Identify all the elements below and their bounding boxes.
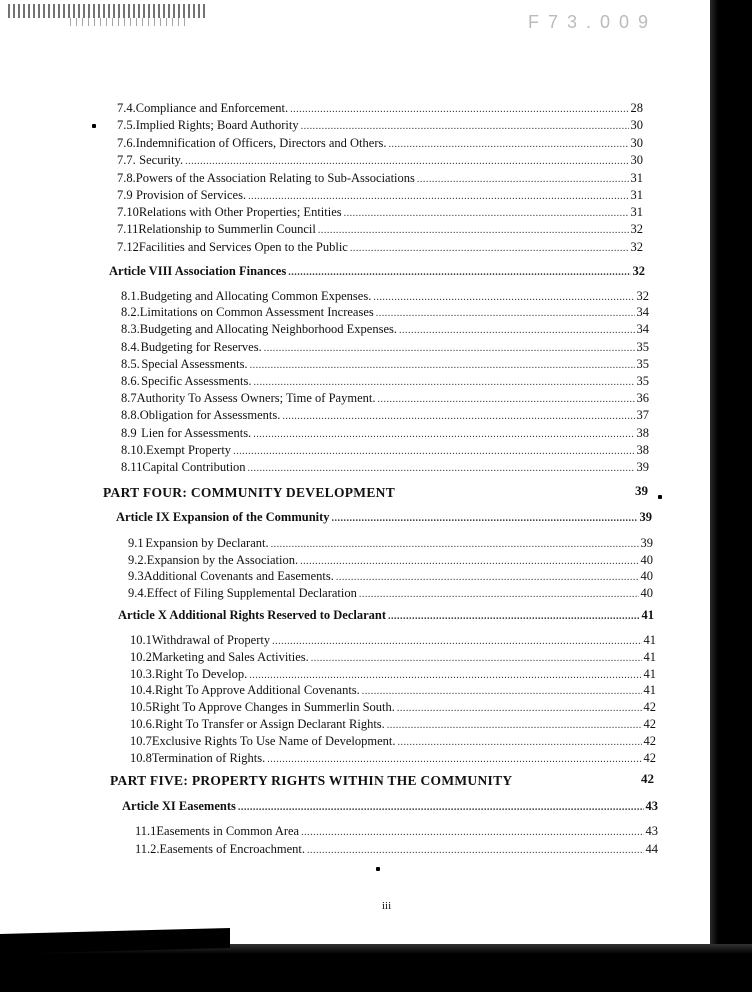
toc-entry (130, 700, 656, 716)
entry-title: Capital Contribution (142, 460, 246, 474)
entry-number: 8.10. (121, 443, 146, 457)
entry-page: 30 (630, 153, 643, 167)
entry-number: 8.3. (121, 322, 140, 336)
dot-leader (399, 323, 634, 338)
entry-title: Article X Additional Rights Reserved to Declarant (118, 608, 387, 622)
toc-entry (128, 536, 653, 552)
dot-leader (253, 427, 634, 442)
entry-title: Expansion by Declarant. (145, 536, 269, 550)
entry-page: 40 (640, 569, 653, 583)
dot-leader (350, 241, 629, 256)
entry-page: 39 (639, 510, 652, 524)
entry-page: 30 (630, 136, 643, 150)
dot-leader (398, 735, 642, 750)
entry-title: Exempt Property (146, 443, 232, 457)
entry-title: Lien for Assessments. (141, 426, 252, 440)
entry-page: 31 (630, 188, 643, 202)
entry-title: Relationship to Summerlin Council (138, 222, 316, 236)
toc-entry (121, 289, 649, 305)
toc-entry (121, 391, 649, 407)
toc-entry (121, 408, 649, 424)
article-heading (122, 799, 658, 815)
entry-number: 11.1 (135, 824, 157, 838)
entry-title: Easements in Common Area (156, 824, 300, 838)
entry-page: 43 (645, 799, 658, 813)
toc-entry (135, 824, 658, 840)
entry-number: 10.2 (130, 650, 152, 664)
part-heading: PART FOUR: COMMUNITY DEVELOPMENT (103, 485, 395, 500)
article-heading (118, 608, 654, 624)
toc-entry (130, 667, 656, 683)
entry-title: Specific Assessments. (141, 374, 252, 388)
toc-entry (117, 222, 643, 238)
toc-entry (121, 443, 649, 459)
entry-title: Easements of Encroachment. (159, 842, 305, 856)
dot-leader (290, 102, 628, 117)
entry-number: 9.1 (128, 536, 144, 550)
dot-leader (271, 537, 639, 552)
entry-title: Budgeting and Allocating Common Expenses. (139, 289, 372, 303)
entry-title: Special Assessments. (141, 357, 248, 371)
dot-leader (318, 223, 629, 238)
toc-entry (121, 460, 649, 476)
entry-page: 36 (636, 391, 649, 405)
entry-title: Withdrawal of Property (151, 633, 271, 647)
toc-entry (128, 553, 653, 569)
entry-title: Right To Approve Changes in Summerlin South. (151, 700, 395, 714)
article-heading (109, 264, 645, 280)
entry-title: Right To Approve Additional Covenants. (155, 683, 360, 697)
entry-page: 35 (636, 340, 649, 354)
dot-leader (307, 843, 644, 858)
entry-title: Implied Rights; Board Authority (135, 118, 299, 132)
toc-entry (121, 340, 649, 356)
dot-leader (249, 668, 641, 683)
entry-number: 10.3. (130, 667, 155, 681)
entry-title: Article XI Easements (122, 799, 236, 813)
toc-entry (130, 751, 656, 767)
toc-entry (130, 717, 656, 733)
entry-number: 7.11 (117, 222, 139, 236)
entry-page: 38 (636, 426, 649, 440)
entry-title: Budgeting for Reserves. (140, 340, 262, 354)
entry-title: Provision of Services. (136, 188, 247, 202)
dot-leader (388, 609, 639, 624)
toc-entry (117, 188, 643, 204)
entry-page: 35 (636, 374, 649, 388)
entry-number: 8.6. (121, 374, 140, 388)
toc-entry (121, 322, 649, 338)
dot-leader (417, 172, 629, 187)
entry-number: 9.4. (128, 586, 147, 600)
toc-entry (128, 586, 653, 602)
entry-page: 39 (640, 536, 653, 550)
entry-title: Indemnification of Officers, Directors and Others. (135, 136, 387, 150)
dot-leader (301, 825, 643, 840)
dot-leader (362, 684, 642, 699)
entry-number: 7.12 (117, 240, 139, 254)
dot-leader (248, 461, 635, 476)
dot-leader (264, 341, 635, 356)
entry-title: Marketing and Sales Activities. (151, 650, 309, 664)
entry-page: 30 (630, 118, 643, 132)
toc-entry (117, 240, 643, 256)
header-stamp: F 7 3 . 0 0 9 (528, 12, 651, 32)
dot-leader (248, 189, 628, 204)
entry-title: Termination of Rights. (151, 751, 266, 765)
toc-entry (117, 205, 643, 221)
entry-title: Right To Transfer or Assign Declarant Rights. (155, 717, 385, 731)
entry-page: 32 (636, 289, 649, 303)
dot-leader (311, 651, 642, 666)
entry-title: Additional Covenants and Easements. (143, 569, 334, 583)
entry-title: Relations with Other Properties; Entities (138, 205, 342, 219)
entry-page: 40 (640, 553, 653, 567)
toc-entry (130, 683, 656, 699)
toc-entry (121, 426, 649, 442)
entry-page: 37 (636, 408, 649, 422)
entry-page: 40 (640, 586, 653, 600)
toc-entry (121, 357, 649, 373)
entry-number: 8.11 (121, 460, 143, 474)
entry-title: Limitations on Common Assessment Increases (139, 305, 374, 319)
entry-title: Security. (139, 153, 184, 167)
entry-page: 42 (643, 734, 656, 748)
dot-leader (250, 358, 635, 373)
toc-entry (117, 136, 643, 152)
toc-entry (121, 305, 649, 321)
entry-number: 10.6. (130, 717, 155, 731)
entry-number: 10.7 (130, 734, 152, 748)
entry-title: Compliance and Enforcement. (135, 101, 289, 115)
entry-page: 34 (636, 322, 649, 336)
entry-title: Article VIII Association Finances (109, 264, 287, 278)
entry-title: Exclusive Rights To Use Name of Development. (151, 734, 396, 748)
entry-page: 34 (636, 305, 649, 319)
entry-page: 31 (630, 171, 643, 185)
dot-leader (185, 154, 628, 169)
part-page: 39 (635, 483, 648, 498)
entry-number: 8.8. (121, 408, 140, 422)
dot-leader (387, 718, 642, 733)
entry-page: 42 (643, 717, 656, 731)
toc-entry (121, 374, 649, 390)
dot-leader (359, 587, 639, 602)
entry-title: Facilities and Services Open to the Public (138, 240, 348, 254)
entry-number: 10.5 (130, 700, 152, 714)
dot-leader (332, 511, 638, 526)
entry-page: 32 (630, 240, 643, 254)
toc-entry (130, 633, 656, 649)
entry-number: 8.7 (121, 391, 137, 405)
dot-leader (397, 701, 642, 716)
entry-number: 7.10 (117, 205, 139, 219)
entry-page: 43 (645, 824, 658, 838)
entry-title: Expansion by the Association. (146, 553, 299, 567)
part-heading: PART FIVE: PROPERTY RIGHTS WITHIN THE COMMUNITY (110, 773, 513, 788)
entry-page: 41 (643, 667, 656, 681)
entry-number: 7.6. (117, 136, 136, 150)
entry-page: 41 (641, 608, 654, 622)
toc-entry (128, 569, 653, 585)
dot-leader (254, 375, 635, 390)
entry-page: 41 (643, 650, 656, 664)
dot-leader (272, 634, 641, 649)
dot-leader (282, 409, 634, 424)
entry-number: 8.1. (121, 289, 140, 303)
entry-title: Budgeting and Allocating Neighborhood Expenses. (139, 322, 398, 336)
dot-leader (300, 554, 638, 569)
entry-page: 39 (636, 460, 649, 474)
page-number: iii (382, 900, 392, 912)
dot-leader (344, 206, 629, 221)
dot-leader (388, 137, 628, 152)
entry-number: 10.4. (130, 683, 155, 697)
dot-leader (377, 392, 634, 407)
entry-number: 7.7. (117, 153, 136, 167)
entry-title: Authority To Assess Owners; Time of Payment. (136, 391, 376, 405)
entry-page: 42 (643, 751, 656, 765)
toc-entry (117, 101, 643, 117)
entry-number: 7.8. (117, 171, 136, 185)
toc-entry (135, 842, 658, 858)
article-heading (116, 510, 652, 526)
dot-leader (336, 570, 639, 585)
toc-entry (117, 171, 643, 187)
dot-leader (238, 800, 644, 815)
entry-number: 7.9 (117, 188, 133, 202)
entry-number: 8.5. (121, 357, 140, 371)
entry-page: 44 (645, 842, 658, 856)
scan-border-right (710, 0, 752, 992)
entry-page: 38 (636, 443, 649, 457)
dot-leader (233, 444, 634, 459)
entry-number: 7.5. (117, 118, 136, 132)
part-page: 42 (641, 771, 654, 786)
entry-page: 32 (630, 222, 643, 236)
entry-page: 31 (630, 205, 643, 219)
toc-entry (117, 118, 643, 134)
entry-title: Right To Develop. (155, 667, 248, 681)
dot-leader (288, 265, 630, 280)
dot-leader (301, 119, 629, 134)
toc-entry (130, 650, 656, 666)
entry-number: 7.4. (117, 101, 136, 115)
toc-entry (117, 153, 643, 169)
entry-page: 35 (636, 357, 649, 371)
entry-page: 32 (632, 264, 645, 278)
entry-page: 41 (643, 633, 656, 647)
entry-page: 42 (643, 700, 656, 714)
dot-leader (376, 306, 635, 321)
entry-number: 10.1 (130, 633, 152, 647)
entry-title: Article IX Expansion of the Community (116, 510, 330, 524)
scan-border-bottom (0, 944, 752, 992)
entry-page: 28 (630, 101, 643, 115)
entry-number: 10.8 (130, 751, 152, 765)
entry-title: Powers of the Association Relating to Sub-Associations (135, 171, 415, 185)
entry-number: 8.4. (121, 340, 140, 354)
dot-leader (373, 290, 634, 305)
toc-entry (130, 734, 656, 750)
entry-title: Effect of Filing Supplemental Declaration (146, 586, 357, 600)
entry-number: 8.9 (121, 426, 137, 440)
entry-number: 11.2. (135, 842, 160, 856)
entry-number: 9.3 (128, 569, 144, 583)
entry-number: 8.2. (121, 305, 140, 319)
entry-title: Obligation for Assessments. (139, 408, 281, 422)
entry-page: 41 (643, 683, 656, 697)
entry-number: 9.2. (128, 553, 147, 567)
dot-leader (267, 752, 641, 767)
